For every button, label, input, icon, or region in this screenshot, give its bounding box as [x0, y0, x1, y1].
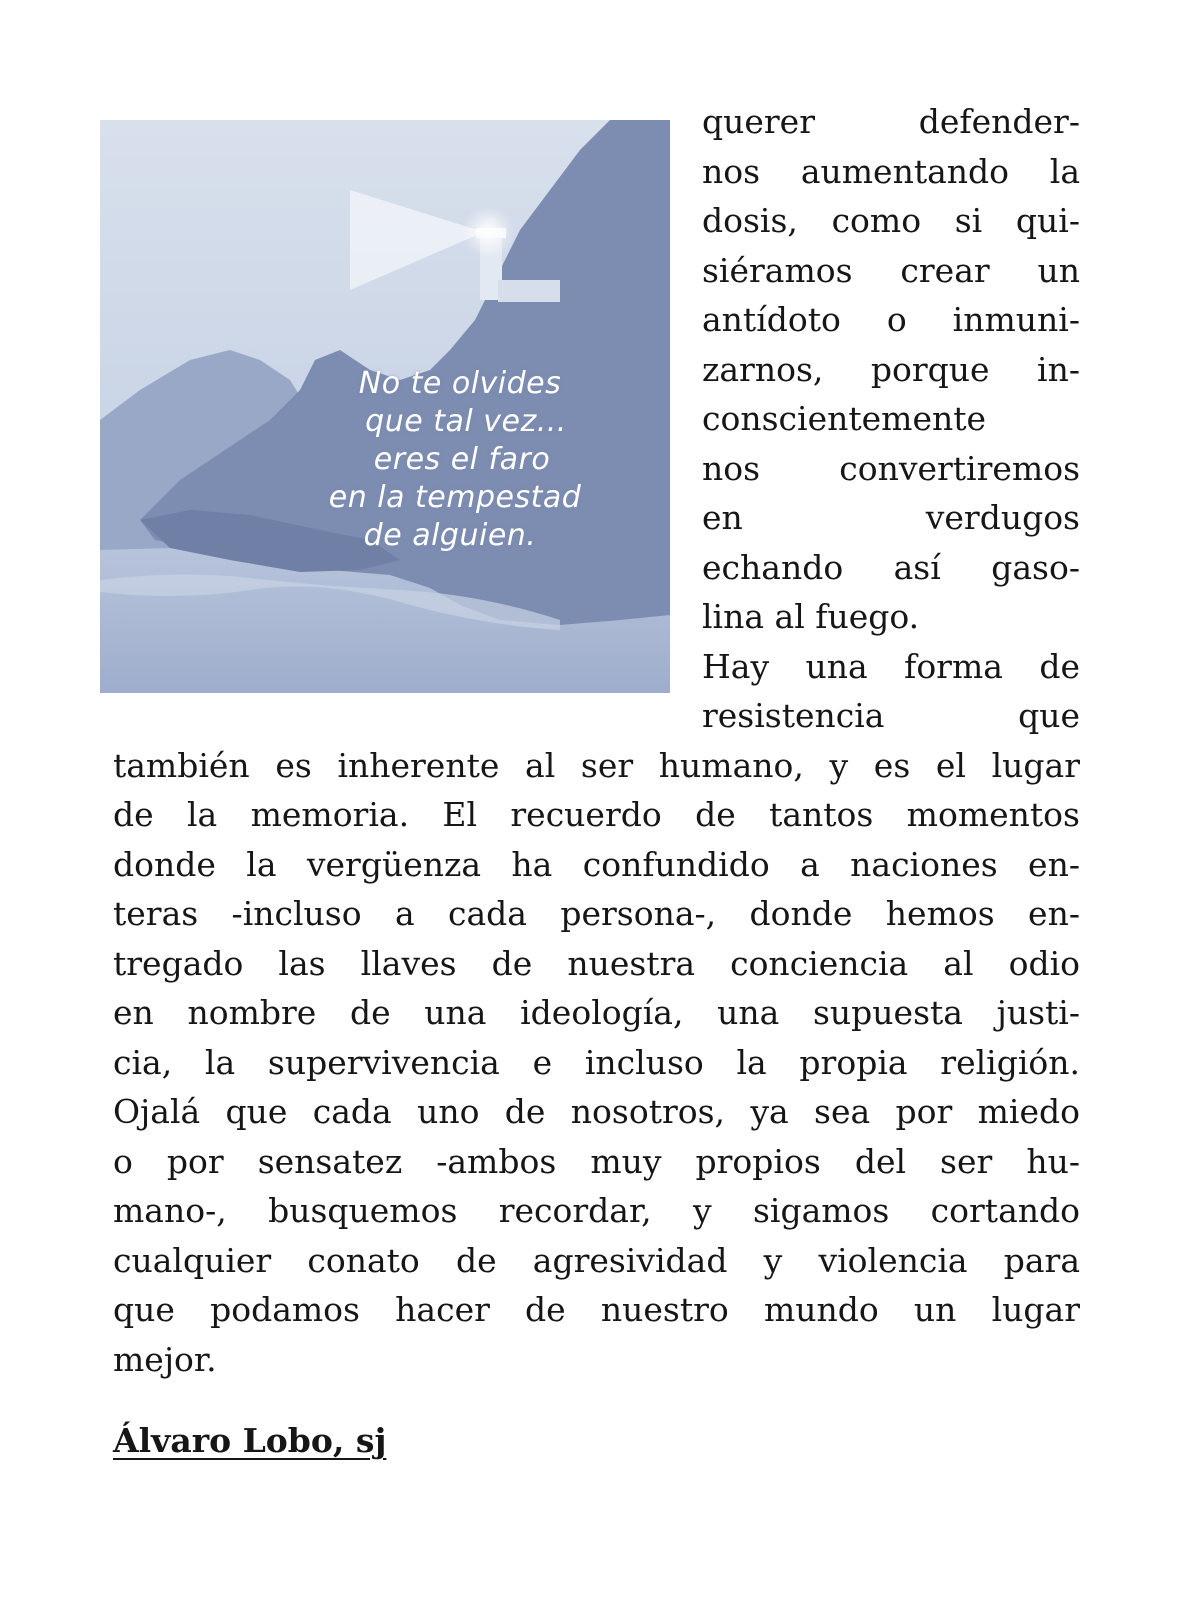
text-line: en verdugos: [702, 498, 1080, 537]
text-line: resistencia que: [702, 696, 1080, 735]
caption-line: en la tempestad: [328, 480, 582, 515]
caption-line: eres el faro: [373, 442, 551, 477]
text-line: tregado las llaves de nuestra conciencia al odio: [113, 944, 1080, 983]
text-line: querer defender-: [702, 102, 1080, 141]
caption-line: que tal vez...: [365, 404, 567, 439]
text-line: Ojalá que cada uno de nosotros, ya sea por miedo: [113, 1092, 1080, 1131]
text-line: en nombre de una ideología, una supuesta justi-: [113, 993, 1080, 1032]
text-line: de la memoria. El recuerdo de tantos momentos: [113, 795, 1080, 834]
light-glow: [462, 206, 514, 258]
caption-line: de alguien.: [363, 518, 537, 553]
text-line: echando así gaso-: [702, 548, 1080, 587]
text-line: dosis, como si qui-: [702, 201, 1080, 240]
lighthouse-image: [100, 120, 670, 693]
text-line: nos aumentando la: [702, 152, 1080, 191]
text-line: cualquier conato de agresividad y violencia para: [113, 1241, 1080, 1280]
text-line: siéramos crear un: [702, 251, 1080, 290]
text-line: cia, la supervivencia e incluso la propia religión.: [113, 1043, 1080, 1082]
caption-line: No te olvides: [358, 366, 562, 401]
text-line: nos convertiremos: [702, 449, 1080, 488]
text-line: lina al fuego.: [702, 597, 920, 636]
image-caption: [300, 365, 620, 555]
text-line: donde la vergüenza ha confundido a naciones en-: [113, 845, 1080, 884]
text-line: mano-, busquemos recordar, y sigamos cortando: [113, 1191, 1080, 1230]
text-line: también es inherente al ser humano, y es el lugar: [113, 746, 1080, 785]
text-line: Hay una forma de: [702, 647, 1080, 686]
author-signature: Álvaro Lobo, sj: [113, 1421, 387, 1460]
text-line: teras -incluso a cada persona-, donde hemos en-: [113, 894, 1080, 933]
text-line: antídoto o inmuni-: [702, 300, 1080, 339]
keeper-house: [498, 280, 560, 302]
text-line: conscientemente: [702, 399, 987, 438]
text-line: mejor.: [113, 1340, 217, 1379]
text-line: o por sensatez -ambos muy propios del ser hu-: [113, 1142, 1080, 1181]
text-line: zarnos, porque in-: [702, 350, 1080, 389]
text-line: que podamos hacer de nuestro mundo un lugar: [113, 1290, 1080, 1329]
